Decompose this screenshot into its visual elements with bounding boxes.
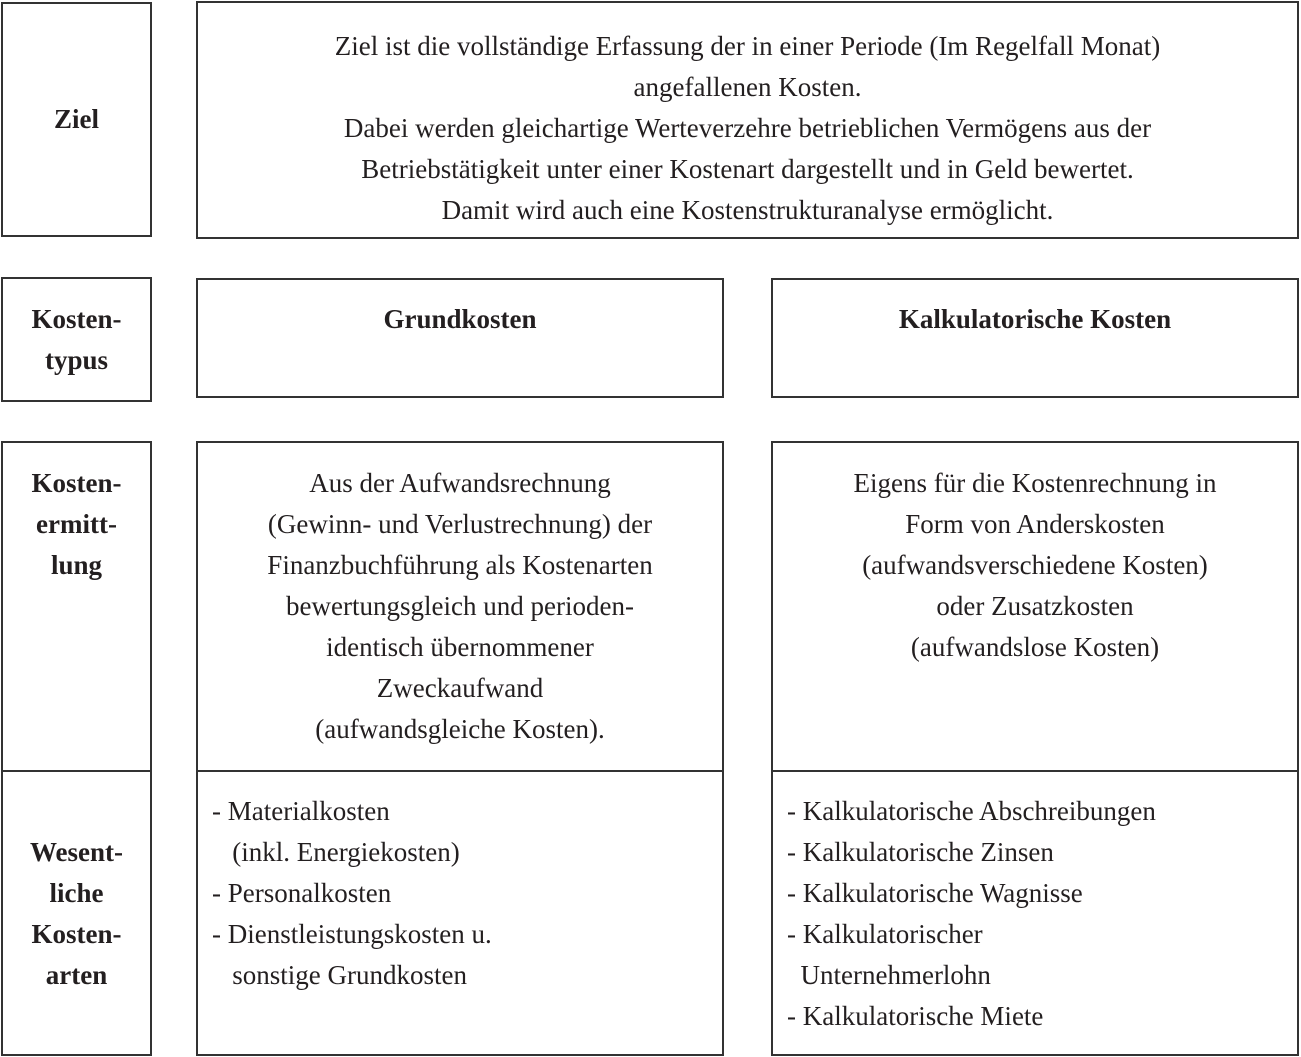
ziel-label-box — [1, 2, 152, 237]
kostenarten-label-line: Kosten- — [31, 919, 122, 949]
ziel-line: Betriebstätigkeit unter einer Kostenart dargestellt und in Geld bewertet. — [361, 154, 1134, 184]
grundkosten-column-box — [196, 441, 724, 1056]
ziel-description-box — [196, 1, 1299, 239]
row-divider — [3, 770, 150, 772]
text-line: Zweckaufwand — [376, 673, 544, 703]
list-item: - Materialkosten — [212, 796, 390, 826]
text-line: Aus der Aufwandsrechnung — [309, 468, 611, 498]
kostenarten-label-line: liche — [49, 878, 104, 908]
ziel-description — [198, 26, 1297, 231]
kostenermittlung-label-box — [1, 441, 152, 1056]
grundkosten-header: Grundkosten — [383, 304, 537, 334]
kalkulatorische-ermittlung-text — [773, 463, 1297, 668]
kalkulatorische-header: Kalkulatorische Kosten — [898, 304, 1172, 334]
list-item: - Kalkulatorische Wagnisse — [787, 878, 1083, 908]
kostentypus-label-line: Kosten- — [31, 303, 122, 334]
list-item: sonstige Grundkosten — [212, 960, 467, 990]
list-item: - Kalkulatorische Abschreibungen — [787, 796, 1156, 826]
ziel-line: Ziel ist die vollständige Erfassung der in einer Periode (Im Regelfall Monat) — [334, 31, 1161, 61]
kostentypus-label-line: typus — [44, 344, 109, 375]
list-item: - Dienstleistungskosten u. — [212, 919, 492, 949]
kostentypus-label-box — [1, 277, 152, 402]
kostenermittlung-label — [3, 463, 150, 586]
text-line: (aufwandsgleiche Kosten). — [315, 714, 605, 744]
row-divider — [773, 770, 1297, 772]
kalkulatorische-arten-list — [787, 791, 1156, 1037]
kostenarten-label-line: Wesent- — [30, 837, 123, 867]
grundkosten-header-box — [196, 278, 724, 398]
kostenarten-label-line: arten — [45, 960, 108, 990]
ziel-line: angefallenen Kosten. — [633, 72, 862, 102]
text-line: (Gewinn- und Verlustrechnung) der — [267, 509, 653, 539]
ziel-line: Dabei werden gleichartige Werteverzehre betrieblichen Vermögens aus der — [343, 113, 1152, 143]
grundkosten-ermittlung-text — [198, 463, 722, 750]
text-line: Finanzbuchführung als Kostenarten — [267, 550, 653, 580]
kostentypus-label — [32, 299, 122, 381]
list-item: - Kalkulatorische Miete — [787, 1001, 1044, 1031]
text-line: (aufwandslose Kosten) — [910, 632, 1160, 662]
ziel-line: Damit wird auch eine Kostenstrukturanalyse ermöglicht. — [441, 195, 1054, 225]
row-divider — [198, 770, 722, 772]
list-item: - Kalkulatorische Zinsen — [787, 837, 1054, 867]
kostenermittlung-label-line: Kosten- — [31, 468, 122, 498]
list-item: (inkl. Energiekosten) — [212, 837, 460, 867]
grundkosten-arten-list — [212, 791, 492, 996]
text-line: oder Zusatzkosten — [936, 591, 1134, 621]
list-item: Unternehmerlohn — [787, 960, 991, 990]
text-line: Eigens für die Kostenrechnung in — [853, 468, 1217, 498]
kalkulatorische-column-box — [771, 441, 1299, 1056]
text-line: identisch übernommener — [326, 632, 594, 662]
text-line: (aufwandsverschiedene Kosten) — [862, 550, 1208, 580]
kostenermittlung-label-line: lung — [50, 550, 103, 580]
list-item: - Personalkosten — [212, 878, 392, 908]
kalkulatorische-header-box — [771, 278, 1299, 398]
list-item: - Kalkulatorischer — [787, 919, 983, 949]
text-line: bewertungsgleich und perioden- — [286, 591, 634, 621]
kostenermittlung-label-line: ermitt- — [36, 509, 117, 539]
ziel-label: Ziel — [54, 104, 99, 134]
text-line: Form von Anderskosten — [905, 509, 1165, 539]
kostenarten-label — [3, 832, 150, 996]
